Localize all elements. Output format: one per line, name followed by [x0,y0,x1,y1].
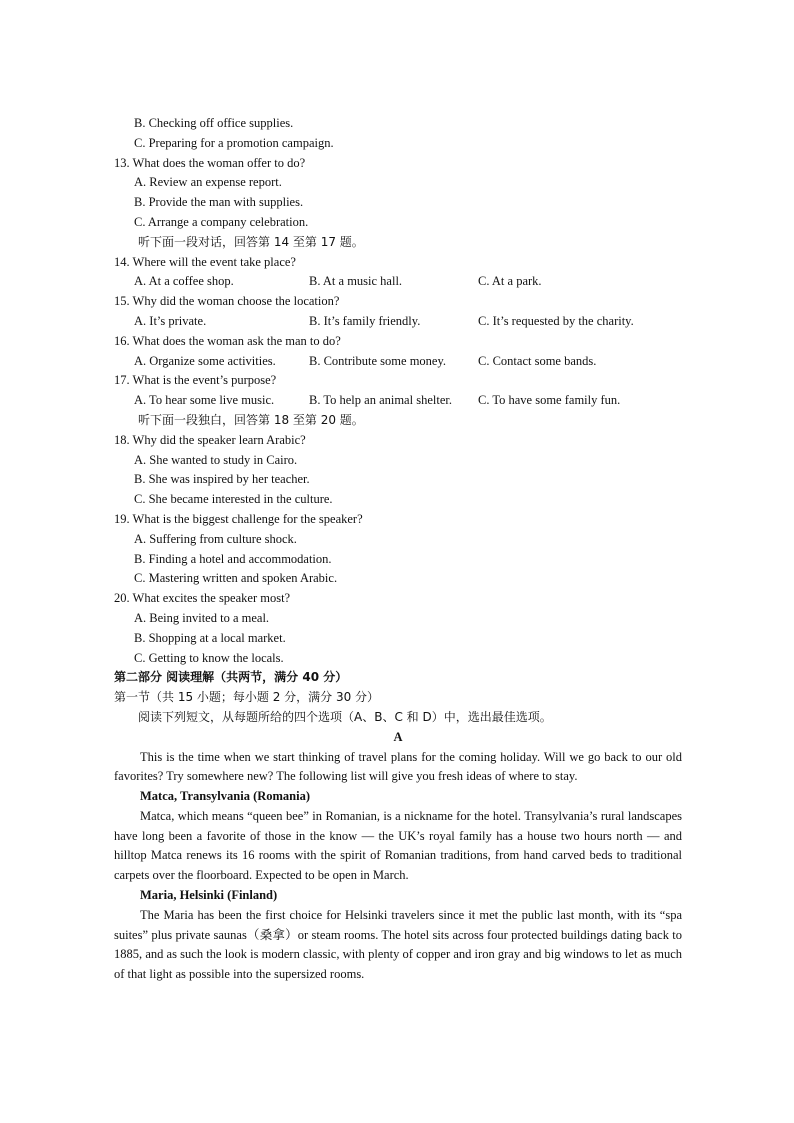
q16-options [114,352,682,372]
q14-options [114,272,682,292]
q12-option-c: C. Preparing for a promotion campaign. [134,135,334,150]
q13-option-c: C. Arrange a company celebration. [134,214,309,229]
q13-option-a: A. Review an expense report. [134,175,282,190]
q18-question: 18. Why did the speaker learn Arabic? [114,432,306,447]
q20-option-c: C. Getting to know the locals. [134,650,284,665]
q18-option-a: A. She wanted to study in Cairo. [134,452,298,467]
instruction-18-20: 听下面一段独白，回答第 18 至第 20 题。 [138,412,364,427]
q16-option-c: C. Contact some bands. [478,353,597,368]
q19-option-c: C. Mastering written and spoken Arabic. [134,571,338,586]
q17-option-a: A. To hear some live music. [134,393,275,408]
q18-option-c: C. She became interested in the culture. [134,492,333,507]
q16-option-b: B. Contribute some money. [309,353,447,368]
hotel1-text: Matca, which means “queen bee” in Romanian, is a nickname for the hotel. Transylvania’s rural landscapes have long been a favorite of those in the know — the UK’s royal family has a house two hours north — and hilltop Matca renews its 16 rooms with the spirit of Romanian traditions, from hand carved beds to traditional carpets over the floorboard. Expected to be open in March. [114,808,682,883]
instruction-14-17: 听下面一段对话，回答第 14 至第 17 题。 [138,234,364,249]
q16-question: 16. What does the woman ask the man to do? [114,333,341,348]
q18-option-b: B. She was inspired by her teacher. [134,472,310,487]
hotel2-text: The Maria has been the first choice for Helsinki travelers since it met the public last month, with its “spa suites” plus private saunas（桑拿）or steam rooms. The hotel sits across four protected buildings dating back to 1885, and as such the look is modern classic, with plenty of copper and iron gray and big windows to let as much of that light as possible into the supersized rooms. [114,907,682,982]
page-content [114,114,682,985]
passage-intro: This is the time when we start thinking of travel plans for the coming holiday. Will we go back to our old favorites? Try somewhere new? The following list will give you fresh ideas of where to stay. [114,749,682,784]
q17-options [114,391,682,411]
q17-question: 17. What is the event’s purpose? [114,373,277,388]
q19-option-b: B. Finding a hotel and accommodation. [134,551,332,566]
hotel2-title: Maria, Helsinki (Finland) [140,888,278,903]
q14-option-c: C. At a park. [478,274,542,289]
q17-option-b: B. To help an animal shelter. [309,393,452,408]
passage-label: A [393,729,403,744]
q15-option-c: C. It’s requested by the charity. [478,313,634,328]
q16-option-a: A. Organize some activities. [134,353,276,368]
q15-options [114,312,682,332]
q20-question: 20. What excites the speaker most? [114,591,291,606]
q13-question: 13. What does the woman offer to do? [114,155,306,170]
section1-instruction: 阅读下列短文，从每题所给的四个选项（A、B、C 和 D）中，选出最佳选项。 [138,709,552,724]
hotel1-title: Matca, Transylvania (Romania) [140,789,311,804]
q20-option-b: B. Shopping at a local market. [134,630,286,645]
q14-option-a: A. At a coffee shop. [134,274,234,289]
part2-title: 第二部分 阅读理解（共两节，满分 40 分） [114,670,348,685]
q15-option-a: A. It’s private. [134,313,207,328]
q17-option-c: C. To have some family fun. [478,393,621,408]
q15-option-b: B. It’s family friendly. [309,313,421,328]
section1-title: 第一节（共 15 小题；每小题 2 分，满分 30 分） [114,690,380,705]
q19-option-a: A. Suffering from culture shock. [134,531,297,546]
q20-option-a: A. Being invited to a meal. [134,610,270,625]
q12-option-b: B. Checking off office supplies. [134,116,294,130]
q15-question: 15. Why did the woman choose the location? [114,294,340,309]
q19-question: 19. What is the biggest challenge for the speaker? [114,511,363,526]
q14-question: 14. Where will the event take place? [114,254,296,269]
q14-option-b: B. At a music hall. [309,274,403,289]
q13-option-b: B. Provide the man with supplies. [134,195,304,210]
